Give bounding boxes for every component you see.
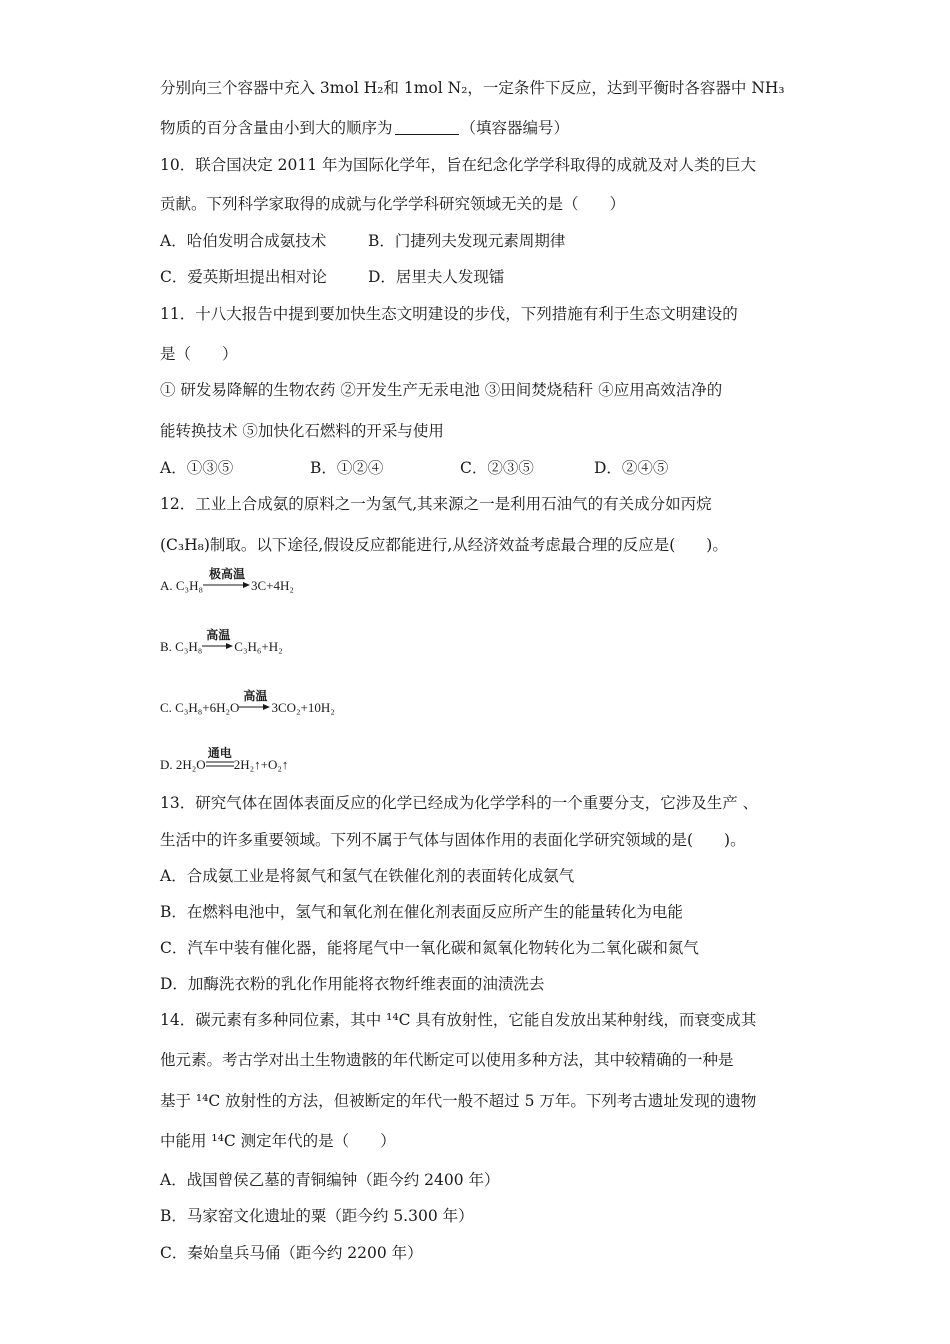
q12-stem-line-1: 12．工业上合成氨的原料之一为氢气,其来源之一是利用石油气的有关成分如丙烷	[160, 495, 712, 513]
q12-a-reactants: A. C₃H₈	[160, 578, 204, 593]
q10-options-row-2	[160, 267, 504, 287]
q14-option-b: B．马家窑文化遗址的粟（距今约 5.300 年）	[160, 1207, 474, 1225]
q12-d-condition: 通电	[207, 746, 232, 760]
reaction-arrow	[239, 689, 271, 712]
q10-stem-line-2: 贡献。下列科学家取得的成就与化学学科研究领域无关的是（ ）	[160, 195, 626, 213]
q14-option-c: C．秦始皇兵马俑（距今约 2200 年）	[160, 1244, 423, 1262]
q10-option-d: D．居里夫人发现镭	[368, 268, 505, 286]
q10-stem-line-1: 10．联合国决定 2011 年为国际化学年，旨在纪念化学学科取得的成就及对人类的巨大	[160, 156, 757, 174]
q9-line-2	[160, 118, 569, 138]
q13-option-b: B．在燃料电池中，氢气和氧化剂在催化剂表面反应所产生的能量转化为电能	[160, 903, 683, 921]
reaction-arrow	[203, 567, 251, 590]
q10-option-c: C．爱英斯坦提出相对论	[160, 268, 327, 286]
q11-stem-line-4: 能转换技术 ⑤加快化石燃料的开采与使用	[160, 422, 444, 440]
q11-option-c: C．②③⑤	[460, 459, 534, 477]
q11-stem-line-3: ① 研发易降解的生物农药 ②开发生产无汞电池 ③田间焚烧秸秆 ④应用高效洁净的	[160, 381, 723, 399]
q11-option-a: A．①③⑤	[160, 459, 234, 477]
q12-c-products: 3CO₂+10H₂	[271, 700, 335, 715]
q14-stem-line-4: 中能用 ¹⁴C 测定年代的是（ ）	[160, 1132, 396, 1150]
answer-blank	[395, 120, 459, 135]
q12-b-condition: 高温	[206, 628, 231, 642]
q12-option-d	[160, 746, 289, 775]
q13-stem-line-1: 13．研究气体在固体表面反应的化学已经成为化学学科的一个重要分支，它涉及生产 、	[160, 794, 759, 812]
q11-option-b: B．①②④	[310, 459, 384, 477]
q11-stem-line-2: 是（ ）	[160, 345, 238, 363]
q9-line-2-post: （填容器编号）	[460, 119, 570, 137]
q10-option-a: A．哈伯发明合成氨技术	[160, 232, 327, 250]
reaction-equals	[206, 746, 234, 769]
q14-stem-line-2: 他元素。考古学对出土生物遗骸的年代断定可以使用多种方法，其中较精确的一种是	[160, 1051, 734, 1069]
q11-option-d: D．②④⑤	[594, 459, 669, 477]
q13-option-c: C．汽车中装有催化器，能将尾气中一氧化碳和氮氧化物转化为二氧化碳和氮气	[160, 939, 699, 957]
q9-line-2-pre: 物质的百分含量由小到大的顺序为	[160, 119, 393, 137]
q13-stem-line-2: 生活中的许多重要领域。下列不属于气体与固体作用的表面化学研究领域的是( )。	[160, 831, 746, 849]
q13-option-d: D．加酶洗衣粉的乳化作用能将衣物纤维表面的油渍洗去	[160, 975, 545, 993]
q14-stem-line-1: 14．碳元素有多种同位素，其中 ¹⁴C 具有放射性，它能自发放出某种射线，而衰变成其	[160, 1011, 757, 1029]
q12-option-b	[160, 628, 283, 657]
q13-option-a: A．合成氨工业是将氮气和氢气在铁催化剂的表面转化成氨气	[160, 867, 575, 885]
q11-stem-line-1: 11．十八大报告中提到要加快生态文明建设的步伐，下列措施有利于生态文明建设的	[160, 305, 738, 323]
q14-option-a: A．战国曾侯乙墓的青铜编钟（距今约 2400 年）	[160, 1171, 500, 1189]
q11-options-row	[160, 458, 668, 478]
q12-c-condition: 高温	[243, 689, 268, 703]
reaction-arrow	[202, 628, 234, 651]
q12-d-products: 2H₂↑+O₂↑	[233, 757, 289, 772]
q12-d-reactants: D. 2H₂O	[160, 757, 206, 772]
q12-b-products: C₃H₆+H₂	[234, 639, 283, 654]
q12-stem-line-2: (C₃H₈)制取。以下途径,假设反应都能进行,从经济效益考虑最合理的反应是( )。	[160, 536, 728, 554]
q14-stem-line-3: 基于 ¹⁴C 放射性的方法，但被断定的年代一般不超过 5 万年。下列考古遗址发现的遗物	[160, 1092, 757, 1110]
q10-option-b: B．门捷列夫发现元素周期律	[368, 232, 566, 250]
q12-b-reactants: B. C₃H₈	[160, 639, 203, 654]
q9-line-1: 分别向三个容器中充入 3mol H₂和 1mol N₂，一定条件下反应，达到平衡时各容器中 NH₃	[160, 79, 785, 97]
q10-options-row-1	[160, 231, 565, 251]
q12-option-a	[160, 567, 294, 596]
q12-a-condition: 极高温	[209, 567, 246, 581]
q12-c-reactants: C. C₃H₈+6H₂O	[160, 700, 240, 715]
q12-a-products: 3C+4H₂	[251, 578, 294, 593]
q12-option-c	[160, 689, 335, 718]
